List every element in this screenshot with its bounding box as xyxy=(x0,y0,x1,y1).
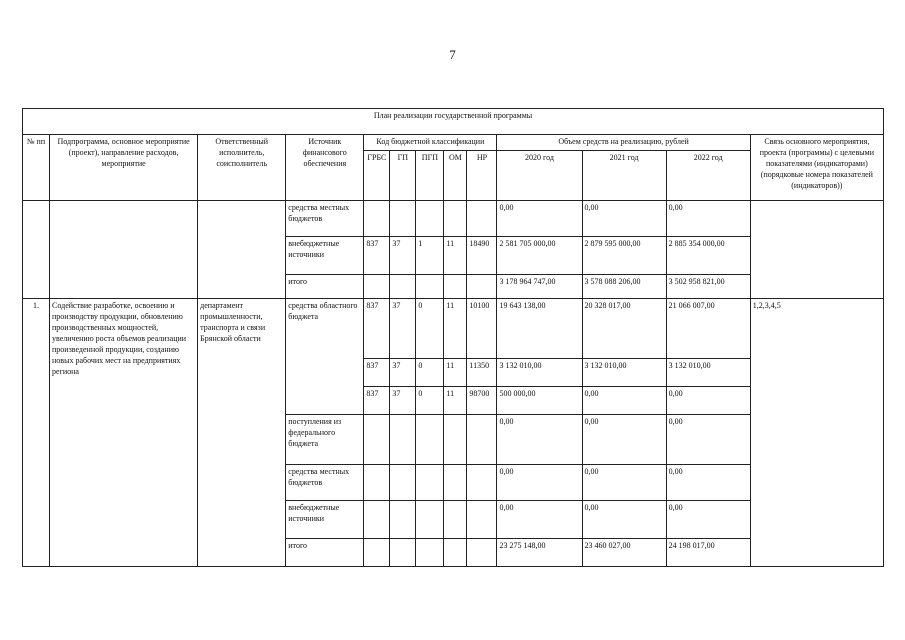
header-source: Источник финансового обеспечения xyxy=(286,135,364,201)
amount-2020: 0,00 xyxy=(497,501,582,539)
amount-2022: 21 066 007,00 xyxy=(666,299,750,359)
empty-cell xyxy=(416,539,444,567)
nr-cell xyxy=(467,275,497,299)
amount-2021: 0,00 xyxy=(582,387,666,415)
pgp-cell: 0 xyxy=(416,359,444,387)
amount-2020: 3 132 010,00 xyxy=(497,359,582,387)
source-cell: средства местных бюджетов xyxy=(286,201,364,237)
empty-cell xyxy=(50,201,198,299)
source-cell: средства областного бюджета xyxy=(286,299,364,415)
grbs-cell xyxy=(364,201,390,237)
header-budget-code: Код бюджетной классификации xyxy=(364,135,497,151)
amount-2022: 3 502 958 821,00 xyxy=(666,275,750,299)
om-cell: 11 xyxy=(444,359,467,387)
om-cell xyxy=(444,201,467,237)
empty-cell xyxy=(467,415,497,465)
item-title: Содействие разработке, освоению и производству продукции, обновлению производственных мощностей, увеличению роста объемов реализации произведенной продукции, созданию новых рабочих мест на предприятиях региона xyxy=(50,299,198,567)
amount-2021: 0,00 xyxy=(582,201,666,237)
grbs-cell: 837 xyxy=(364,387,390,415)
amount-2022: 0,00 xyxy=(666,465,750,501)
empty-cell xyxy=(390,539,416,567)
grbs-cell: 837 xyxy=(364,237,390,275)
amount-2022: 0,00 xyxy=(666,201,750,237)
source-cell: средства местных бюджетов xyxy=(286,465,364,501)
header-subprogram: Подпрограмма, основное мероприятие (проект), направление расходов, мероприятие xyxy=(50,135,198,201)
gp-cell xyxy=(390,201,416,237)
om-cell: 11 xyxy=(444,387,467,415)
amount-2022: 3 132 010,00 xyxy=(666,359,750,387)
item-link: 1,2,3,4,5 xyxy=(750,299,883,567)
header-2020: 2020 год xyxy=(497,151,582,201)
header-om: ОМ xyxy=(444,151,467,201)
source-cell: поступления из федерального бюджета xyxy=(286,415,364,465)
source-cell: внебюджетные источники xyxy=(286,237,364,275)
amount-2020: 3 178 964 747,00 xyxy=(497,275,582,299)
empty-cell xyxy=(416,465,444,501)
amount-2021: 2 879 595 000,00 xyxy=(582,237,666,275)
amount-2021: 3 132 010,00 xyxy=(582,359,666,387)
amount-2022: 2 885 354 000,00 xyxy=(666,237,750,275)
empty-cell xyxy=(467,539,497,567)
empty-cell xyxy=(364,539,390,567)
empty-cell xyxy=(444,415,467,465)
pgp-cell: 0 xyxy=(416,387,444,415)
plan-table xyxy=(22,108,884,567)
empty-cell xyxy=(198,201,286,299)
header-pgp: ПГП xyxy=(416,151,444,201)
nr-cell: 18490 xyxy=(467,237,497,275)
nr-cell: 98700 xyxy=(467,387,497,415)
table-caption: План реализации государственной программы xyxy=(23,109,884,135)
table-row xyxy=(23,201,884,237)
amount-2020: 500 000,00 xyxy=(497,387,582,415)
om-cell: 11 xyxy=(444,299,467,359)
grbs-cell: 837 xyxy=(364,299,390,359)
source-cell: итого xyxy=(286,275,364,299)
header-num: № пп xyxy=(23,135,50,201)
amount-2020: 0,00 xyxy=(497,201,582,237)
amount-2022: 0,00 xyxy=(666,387,750,415)
amount-2020: 2 581 705 000,00 xyxy=(497,237,582,275)
empty-cell xyxy=(390,501,416,539)
header-grbs: ГРБС xyxy=(364,151,390,201)
empty-cell xyxy=(416,501,444,539)
empty-cell xyxy=(467,465,497,501)
empty-cell xyxy=(364,465,390,501)
amount-2022: 24 198 017,00 xyxy=(666,539,750,567)
om-cell: 11 xyxy=(444,237,467,275)
amount-2020: 0,00 xyxy=(497,415,582,465)
amount-2021: 0,00 xyxy=(582,501,666,539)
amount-2020: 19 643 138,00 xyxy=(497,299,582,359)
empty-cell xyxy=(364,501,390,539)
source-cell: итого xyxy=(286,539,364,567)
grbs-cell: 837 xyxy=(364,359,390,387)
header-funds: Объем средств на реализацию, рублей xyxy=(497,135,750,151)
grbs-cell xyxy=(364,275,390,299)
header-responsible: Ответственный исполнитель, соисполнитель xyxy=(198,135,286,201)
pgp-cell xyxy=(416,275,444,299)
item-number: 1. xyxy=(23,299,50,567)
gp-cell: 37 xyxy=(390,299,416,359)
empty-cell xyxy=(444,539,467,567)
empty-cell xyxy=(23,201,50,299)
gp-cell: 37 xyxy=(390,359,416,387)
header-link: Связь основного мероприятия, проекта (программы) с целевыми показателями (индикаторами) (порядковые номера показателей (индикаторов)) xyxy=(750,135,883,201)
amount-2021: 0,00 xyxy=(582,465,666,501)
header-gp: ГП xyxy=(390,151,416,201)
amount-2022: 0,00 xyxy=(666,415,750,465)
source-cell: внебюджетные источники xyxy=(286,501,364,539)
header-2021: 2021 год xyxy=(582,151,666,201)
header-2022: 2022 год xyxy=(666,151,750,201)
empty-cell xyxy=(444,501,467,539)
nr-cell xyxy=(467,201,497,237)
empty-cell xyxy=(750,201,883,299)
empty-cell xyxy=(444,465,467,501)
amount-2020: 0,00 xyxy=(497,465,582,501)
empty-cell xyxy=(416,415,444,465)
nr-cell: 10100 xyxy=(467,299,497,359)
empty-cell xyxy=(467,501,497,539)
empty-cell xyxy=(364,415,390,465)
page-number: 7 xyxy=(449,47,456,62)
amount-2020: 23 275 148,00 xyxy=(497,539,582,567)
amount-2021: 23 460 027,00 xyxy=(582,539,666,567)
pgp-cell xyxy=(416,201,444,237)
gp-cell xyxy=(390,275,416,299)
item-responsible: департамент промышленности, транспорта и связи Брянской области xyxy=(198,299,286,567)
gp-cell: 37 xyxy=(390,237,416,275)
table-row xyxy=(23,299,884,359)
amount-2021: 0,00 xyxy=(582,415,666,465)
amount-2022: 0,00 xyxy=(666,501,750,539)
amount-2021: 20 328 017,00 xyxy=(582,299,666,359)
header-nr: НР xyxy=(467,151,497,201)
nr-cell: 11350 xyxy=(467,359,497,387)
empty-cell xyxy=(390,415,416,465)
gp-cell: 37 xyxy=(390,387,416,415)
pgp-cell: 1 xyxy=(416,237,444,275)
empty-cell xyxy=(390,465,416,501)
pgp-cell: 0 xyxy=(416,299,444,359)
om-cell xyxy=(444,275,467,299)
amount-2021: 3 578 088 206,00 xyxy=(582,275,666,299)
